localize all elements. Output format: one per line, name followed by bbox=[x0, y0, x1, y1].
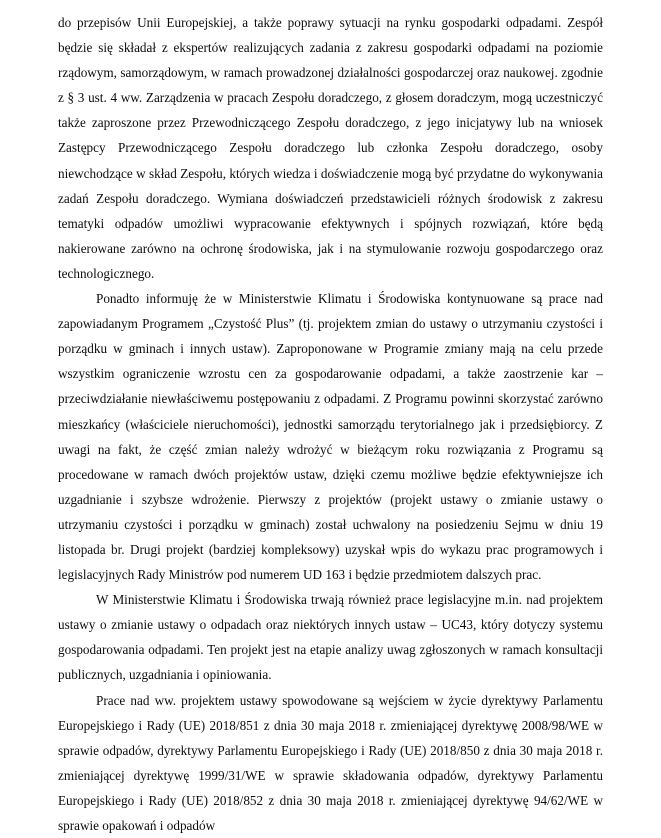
paragraph-2: Ponadto informuję że w Ministerstwie Klimatu i Środowiska kontynuowane są prace nad zapowiadanym Programem „Czystość Plus” (tj. projektem zmian do ustawy o utrzymaniu czystości i porządku w gminach i innych ustaw). Zaproponowane w Programie zmiany mają na celu przede wszystkim ograniczenie wzrostu cen za gospodarowanie odpadami, a także zaostrzenie kar – przeciwdziałanie niewłaściwemu postępowaniu z odpadami. Z Programu powinni skorzystać zarówno mieszkańcy (właściciele nieruchomości), jednostki samorządu terytorialnego jak i przedsiębiorcy. Z uwagi na fakt, że część zmian należy wdrożyć w bieżącym roku rozwiązania z Programu są procedowane w ramach dwóch projektów ustaw, dzięki czemu możliwe będzie efektywniejsze ich uzgadnianie i szybsze wdrożenie. Pierwszy z projektów (projekt ustawy o zmianie ustawy o utrzymaniu czystości i porządku w gminach) został uchwalony na posiedzeniu Sejmu w dniu 19 listopada br. Drugi projekt (bardziej kompleksowy) uzyskał wpis do wykazu prac programowych i legislacyjnych Rady Ministrów pod numerem UD 163 i będzie przedmiotem dalszych prac. bbox=[58, 291, 603, 583]
paragraph-1: do przepisów Unii Europejskiej, a także poprawy sytuacji na rynku gospodarki odpadami. Zespół będzie się składał z ekspertów realizujących zadania z zakresu gospodarki odpadami na poziomie rządowym, samorządowym, w ramach prowadzonej działalności gospodarczej oraz naukowej. zgodnie z § 3 ust. 4 ww. Zarządzenia w pracach Zespołu doradczego, z głosem doradczym, mogą uczestniczyć także zaproszone przez Przewodniczącego Zespołu doradczego, z jego inicjatywy lub na wniosek Zastępcy Przewodniczącego Zespołu doradczego lub członka Zespołu doradczego, osoby niewchodzące w skład Zespołu, których wiedza i doświadczenie mogą być przydatne do wykonywania zadań Zespołu doradczego. Wymiana doświadczeń przedstawicieli różnych środowisk z zakresu tematyki odpadów umożliwi wypracowanie efektywnych i spójnych rozwiązań, które będą nakierowane zarówno na ochronę środowiska, jak i na stymulowanie rozwoju gospodarczego oraz technologicznego. bbox=[58, 15, 603, 281]
document-body bbox=[58, 10, 603, 838]
paragraph-4: Prace nad ww. projektem ustawy spowodowane są wejściem w życie dyrektywy Parlamentu Europejskiego i Rady (UE) 2018/851 z dnia 30 maja 2018 r. zmieniającej dyrektywę 2008/98/WE w sprawie odpadów, dyrektywy Parlamentu Europejskiego i Rady (UE) 2018/850 z dnia 30 maja 2018 r. zmieniającej dyrektywę 1999/31/WE w sprawie składowania odpadów, dyrektywy Parlamentu Europejskiego i Rady (UE) 2018/852 z dnia 30 maja 2018 r. zmieniającej dyrektywę 94/62/WE w sprawie opakowań i odpadów bbox=[58, 692, 603, 833]
paragraph-3: W Ministerstwie Klimatu i Środowiska trwają również prace legislacyjne m.in. nad projektem ustawy o zmianie ustawy o odpadach oraz niektórych innych ustaw – UC43, który dotyczy systemu gospodarowania odpadami. Ten projekt jest na etapie analizy uwag zgłoszonych w ramach konsultacji publicznych, uzgadniania i opiniowania. bbox=[58, 592, 603, 683]
